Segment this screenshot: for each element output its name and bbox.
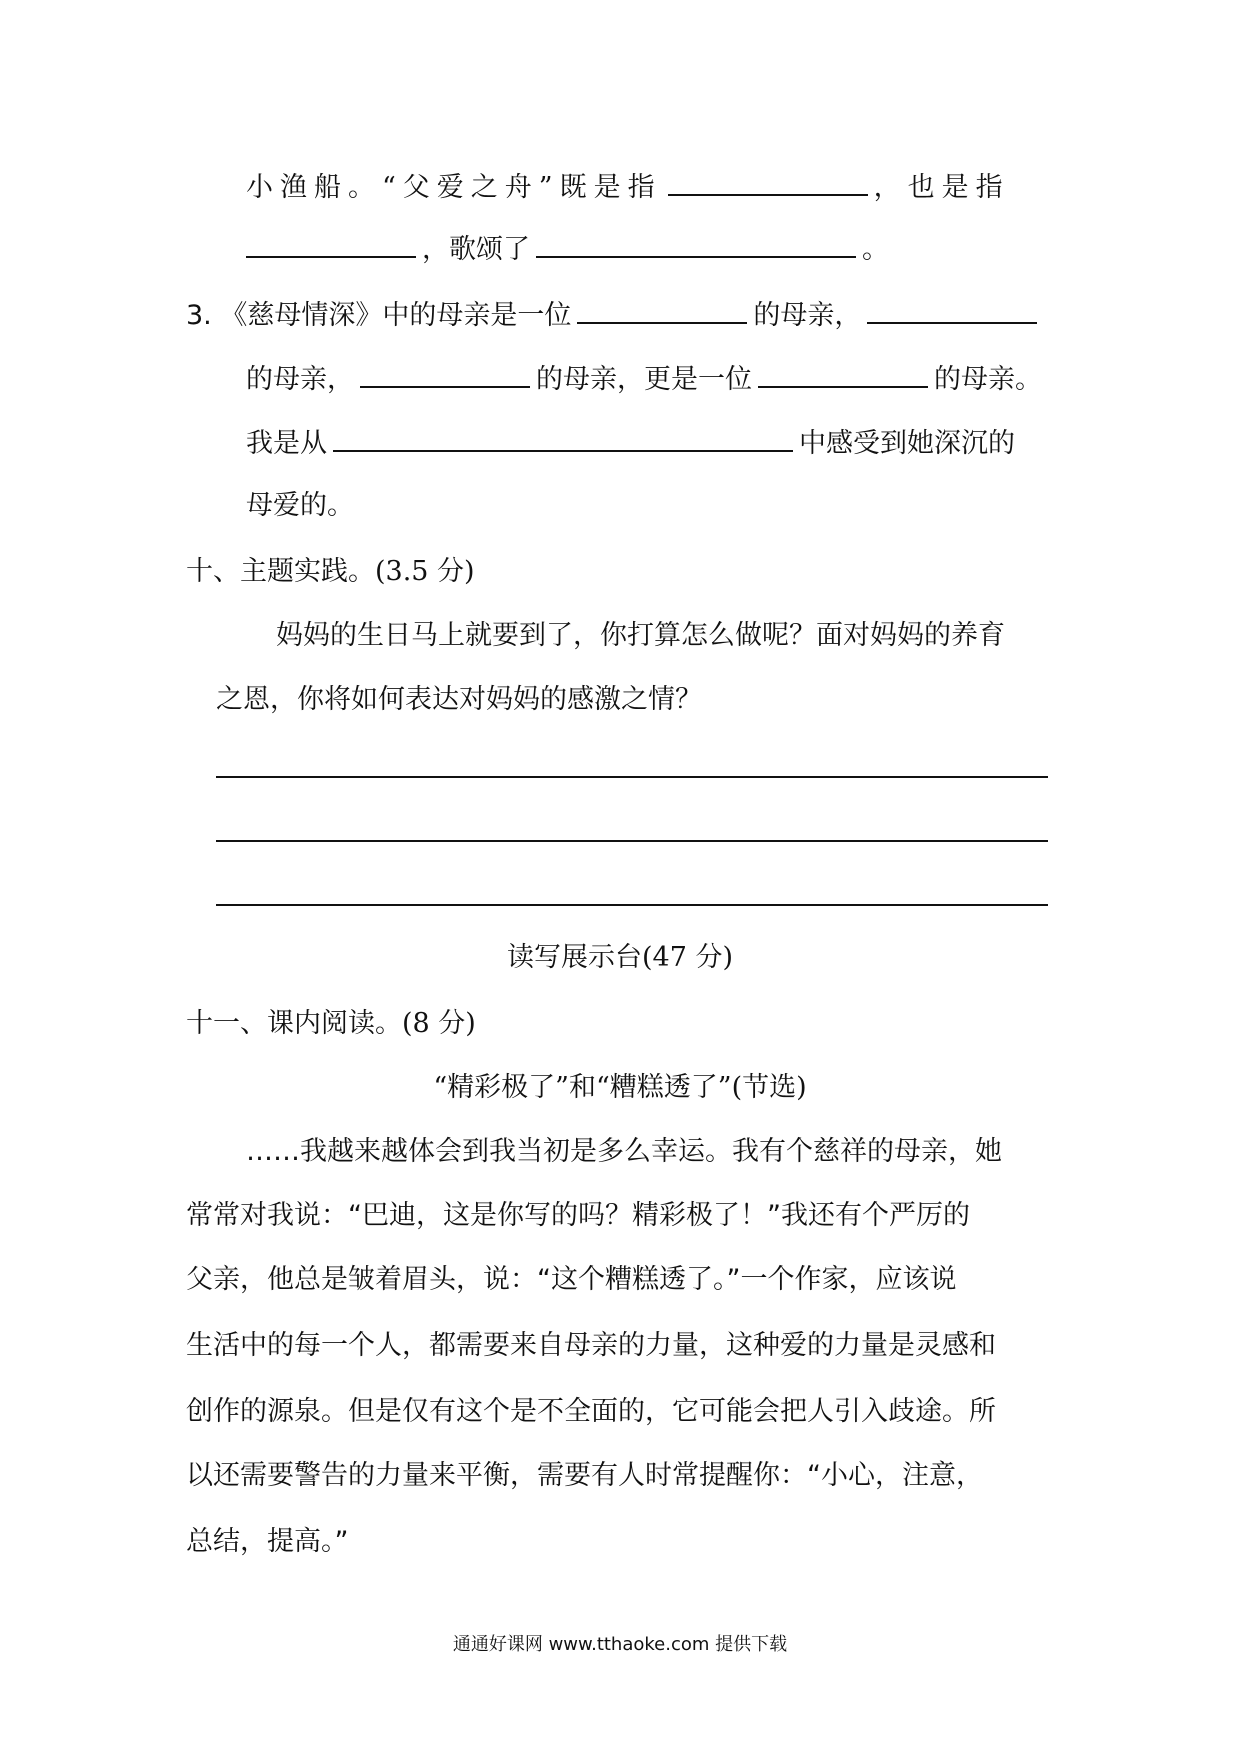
q3-text-1a: 《慈母情深》中的母亲是一位 bbox=[220, 300, 572, 331]
passage-line: 常常对我说：“巴迪，这是你写的吗？精彩极了！”我还有个严厉的 bbox=[186, 1200, 970, 1231]
writing-line[interactable] bbox=[216, 840, 1048, 842]
passage-line: 创作的源泉。但是仅有这个是不全面的，它可能会把人引入歧途。所 bbox=[186, 1396, 996, 1427]
answer-blank[interactable] bbox=[668, 164, 868, 196]
answer-blank[interactable] bbox=[577, 292, 747, 324]
q3-text-2b: 的母亲，更是一位 bbox=[536, 364, 752, 395]
q2-text-2b: 。 bbox=[862, 234, 889, 265]
section-title: 读写展示台(47 分) bbox=[506, 942, 733, 973]
q3-text-3b: 中感受到她深沉的 bbox=[799, 428, 1015, 459]
passage-line: 总结，提高。” bbox=[186, 1526, 349, 1557]
answer-blank[interactable] bbox=[536, 226, 856, 258]
passage-line: 以还需要警告的力量来平衡，需要有人时常提醒你：“小心，注意， bbox=[186, 1460, 983, 1491]
q2-line-2 bbox=[246, 226, 889, 270]
answer-blank[interactable] bbox=[333, 420, 793, 452]
passage-title: “精彩极了”和“糟糕透了”(节选) bbox=[433, 1072, 807, 1103]
answer-blank[interactable] bbox=[360, 356, 530, 388]
q2-line-1 bbox=[246, 164, 1010, 208]
q3-line-1 bbox=[186, 292, 1043, 336]
q3-line-4 bbox=[246, 486, 354, 526]
answer-blank[interactable] bbox=[867, 292, 1037, 324]
s10-prompt-line-2: 之恩，你将如何表达对妈妈的感激之情？ bbox=[216, 684, 702, 715]
q2-text-1b: ，也是指 bbox=[873, 172, 1010, 203]
passage-line: ……我越来越体会到我当初是多么幸运。我有个慈祥的母亲，她 bbox=[246, 1136, 1002, 1167]
section-10-heading: 十、主题实践。(3.5 分) bbox=[186, 556, 475, 587]
section-11-heading: 十一、课内阅读。(8 分) bbox=[186, 1008, 476, 1039]
q3-line-3 bbox=[246, 420, 1015, 464]
q3-text-4: 母爱的。 bbox=[246, 490, 354, 521]
q3-text-2a: 的母亲， bbox=[246, 364, 354, 395]
s10-prompt-line-1: 妈妈的生日马上就要到了，你打算怎么做呢？面对妈妈的养育 bbox=[276, 620, 1005, 651]
answer-blank[interactable] bbox=[246, 226, 416, 258]
q3-text-1b: 的母亲， bbox=[753, 300, 862, 331]
passage-line: 生活中的每一个人，都需要来自母亲的力量，这种爱的力量是灵感和 bbox=[186, 1330, 996, 1361]
q2-text-2a: ，歌颂了 bbox=[422, 234, 530, 265]
passage-line: 父亲，他总是皱着眉头，说：“这个糟糕透了。”一个作家，应该说 bbox=[186, 1264, 957, 1295]
answer-blank[interactable] bbox=[758, 356, 928, 388]
writing-line[interactable] bbox=[216, 776, 1048, 778]
q3-line-2 bbox=[246, 356, 1042, 400]
footer-credit: 通通好课网 www.tthaoke.com 提供下载 bbox=[452, 1634, 788, 1655]
writing-line[interactable] bbox=[216, 904, 1048, 906]
q3-number: 3. bbox=[186, 300, 212, 331]
q2-text-1a: 小渔船。“父爱之舟”既是指 bbox=[246, 172, 662, 203]
q3-text-3a: 我是从 bbox=[246, 428, 327, 459]
q3-text-2c: 的母亲。 bbox=[934, 364, 1042, 395]
